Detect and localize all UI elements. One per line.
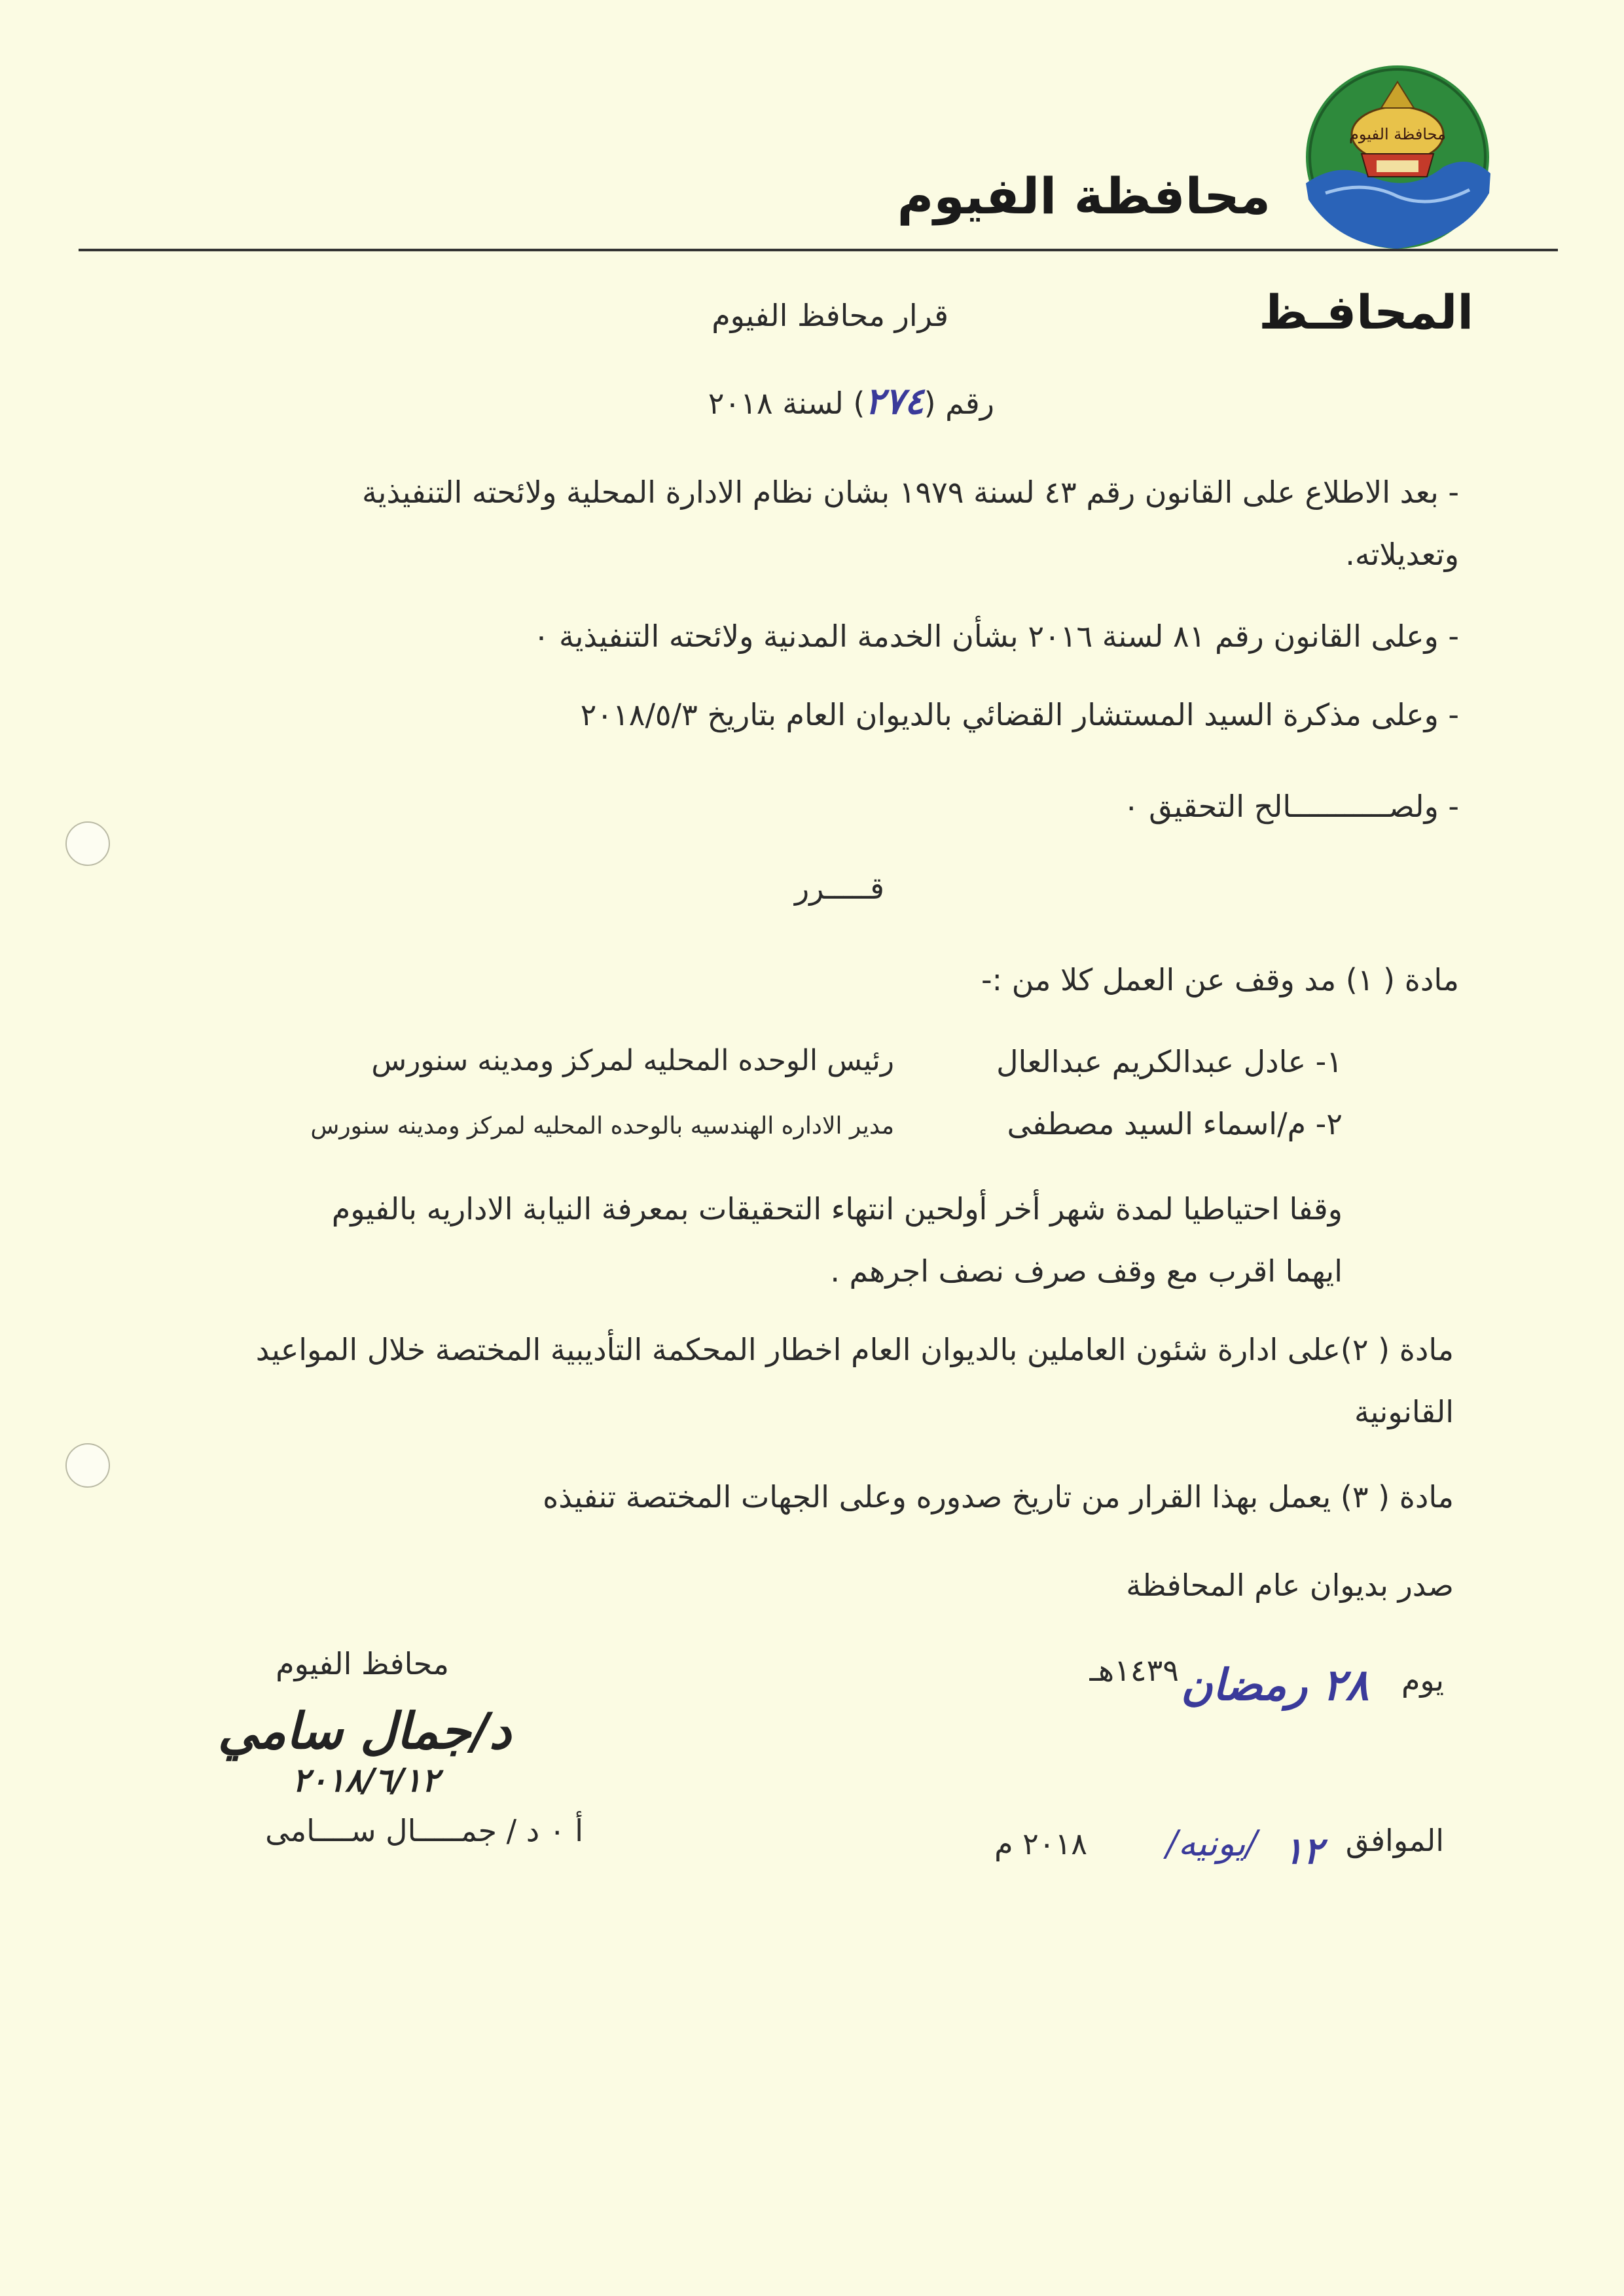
punch-hole-top — [65, 821, 110, 866]
issued-line: صدر بديوان عام المحافظة — [1126, 1568, 1454, 1603]
article-1-detail-2: ايهما اقرب مع وقف صرف نصف اجرهم . — [830, 1253, 1343, 1289]
preamble-line-2: وتعديلاته. — [1345, 537, 1459, 572]
hijri-date-handwritten: ٢٨ رمضان — [1181, 1659, 1369, 1710]
gregorian-date-month: /يونيه/ — [1166, 1823, 1257, 1864]
decree-number: ٢٧٤ — [865, 380, 924, 423]
person-1-name: ١- عادل عبدالكريم عبدالعال — [996, 1044, 1343, 1079]
decree-number-prefix: رقم ( — [924, 386, 994, 421]
office-heading: المحافـظ — [1259, 285, 1473, 340]
signatory-title: محافظ الفيوم — [276, 1646, 449, 1681]
gregorian-date-year: ٢٠١٨ م — [994, 1826, 1087, 1861]
logo-lettering: محافظة الفيوم — [1349, 125, 1446, 143]
gregorian-date-day: ١٢ — [1283, 1829, 1323, 1873]
decree-number-line — [708, 380, 994, 423]
hijri-date-year: ١٤٣٩هـ — [1089, 1653, 1179, 1688]
decree-number-suffix: ) لسنة ٢٠١٨ — [708, 386, 865, 421]
article-1-detail-1: وقفا احتياطيا لمدة شهر أخر أولحين انتهاء التحقيقات بمعرفة النيابة الاداريه بالفيوم — [331, 1191, 1343, 1227]
article-1: مادة ( ١) مد وقف عن العمل كلا من :- — [981, 962, 1459, 997]
person-2-position: مدير الاداره الهندسيه بالوحده المحليه لمركز ومدينه سنورس — [310, 1113, 894, 1139]
hijri-date-label: يوم — [1401, 1662, 1444, 1698]
article-2-line-1: مادة ( ٢)على ادارة شئون العاملين بالديوان العام اخطار المحكمة التأديبية المختصة خلال المواعيد — [255, 1332, 1454, 1367]
person-2-name: ٢- م/اسماء السيد مصطفى — [1007, 1106, 1343, 1141]
preamble-line-1: - بعد الاطلاع على القانون رقم ٤٣ لسنة ١٩٧٩ بشان نظام الادارة المحلية ولائحته التنفيذية — [361, 475, 1459, 510]
governorate-heading: محافظة الفيوم — [897, 167, 1271, 225]
preamble-line-4: - وعلى مذكرة السيد المستشار القضائي بالديوان العام بتاريخ ٢٠١٨/٥/٣ — [580, 697, 1459, 732]
gregorian-date-label: الموافق — [1345, 1823, 1444, 1858]
article-3: مادة ( ٣) يعمل بهذا القرار من تاريخ صدوره وعلى الجهات المختصة تنفيذه — [543, 1479, 1454, 1515]
header-divider — [79, 249, 1558, 251]
decided-heading: قـــــرر — [795, 870, 884, 906]
decree-title: قرار محافظ الفيوم — [712, 298, 948, 333]
preamble-line-3: - وعلى القانون رقم ٨١ لسنة ٢٠١٦ بشأن الخدمة المدنية ولائحته التنفيذية ٠ — [533, 619, 1459, 654]
punch-hole-bottom — [65, 1443, 110, 1488]
signatory-name: أ ٠ د / جمـــــال ســــامى — [265, 1813, 583, 1848]
article-2-line-2: القانونية — [1354, 1394, 1454, 1429]
signature-date: ٢٠١٨/٦/١٢ — [292, 1761, 439, 1799]
fayoum-governorate-logo — [1299, 62, 1496, 252]
signature: د/جمال سامي — [217, 1702, 511, 1760]
person-1-position: رئيس الوحده المحليه لمركز ومدينه سنورس — [371, 1044, 894, 1077]
preamble-line-5: - ولصـــــــــــالح التحقيق ٠ — [1123, 789, 1459, 824]
